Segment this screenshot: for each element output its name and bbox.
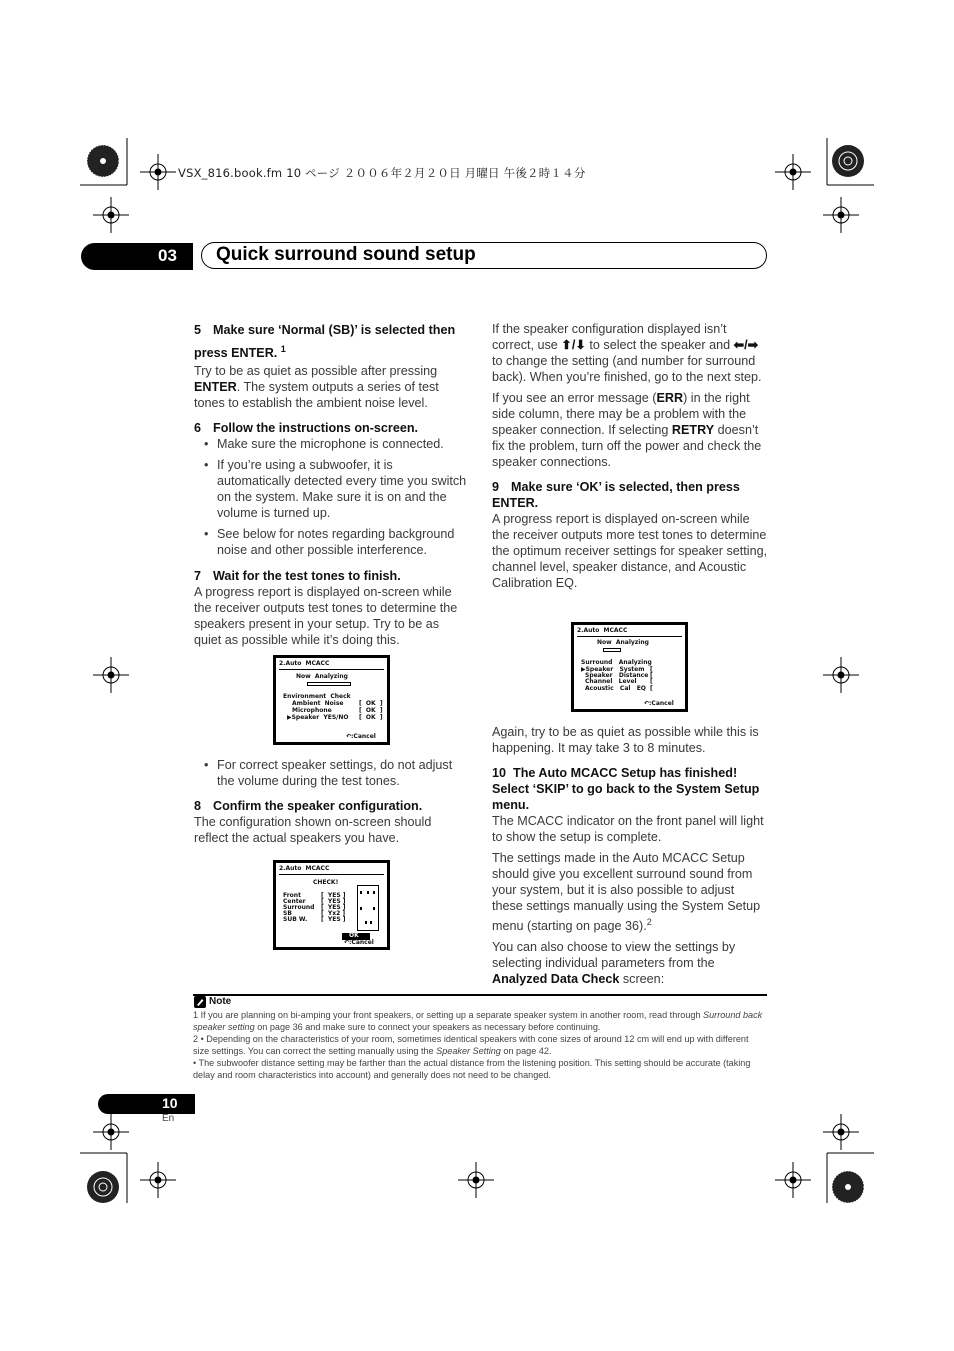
osd-row-label: SUB W.: [283, 916, 308, 923]
page-language: En: [162, 1113, 175, 1124]
page-number-badge: [98, 1094, 195, 1114]
right-column-lower: [492, 724, 768, 987]
osd-row-value: [ Yx2 ]: [321, 910, 346, 917]
step-8-heading: 8 Confirm the speaker configuration.: [194, 799, 423, 813]
osd-row-label: Acoustic Cal EQ: [585, 685, 646, 692]
osd-progress-bar: [307, 682, 351, 686]
step-9-heading: 9 Make sure ‘OK’ is selected, then press ENTER.: [492, 480, 740, 510]
osd-row-value: [ YES ]: [321, 898, 346, 905]
osd-progress-bar: [603, 648, 621, 652]
osd-screen-speaker-check: [273, 860, 390, 950]
pencil-icon: [194, 996, 206, 1008]
osd-title: 2.Auto MCACC: [577, 627, 628, 634]
osd-status: Now Analyzing: [597, 639, 649, 646]
osd-row-value: [ YES ]: [321, 916, 346, 923]
footnote-2-subnote: • The subwoofer distance setting may be farther than the actual distance from the listening position. This setting should be accurate (taking delay and room characteristics into account) and generally does not need to be changed.: [193, 1058, 751, 1080]
step-6-heading: 6 Follow the instructions on-screen.: [194, 421, 419, 436]
step-8-body: The configuration shown on-screen should reflect the actual speakers you have.: [194, 815, 432, 845]
print-file-header: VSX_816.book.fm 10 ページ ２００６年２月２０日 月曜日 午後２時１４分: [178, 166, 586, 180]
osd-row-value: [ YES ]: [321, 892, 346, 899]
step-6-bullet: • Make sure the microphone is connected.: [194, 436, 468, 452]
osd-row-label: Microphone: [292, 707, 332, 714]
note-label: Note: [209, 996, 232, 1007]
osd-status: CHECK!: [313, 879, 339, 886]
chapter-number: 03: [158, 246, 177, 265]
paragraph: If you see an error message (ERR) in the right side column, there may be a problem with the speaker connection. If selecting RETRY doesn’t fix the problem, turn off the power and check the speaker connections.: [492, 391, 762, 469]
osd-cancel: ↶:Cancel: [644, 700, 674, 707]
osd-row-value: [ YES ]: [321, 904, 346, 911]
osd-row-label: Channel Level: [585, 678, 637, 685]
osd-status: Now Analyzing: [296, 673, 348, 680]
osd-row-label: ▶Speaker YES/NO: [287, 714, 349, 721]
step-6-bullet: • See below for notes regarding background noise and other possible interference.: [194, 526, 468, 558]
page-number: 10: [162, 1095, 178, 1111]
step-7-body: A progress report is displayed on-screen while the receiver outputs test tones to determine the speakers present in your setup. Try to be as quiet as possible while it’s doing this.: [194, 585, 458, 648]
osd-row-value: [ OK ]: [359, 714, 383, 721]
osd-row-value: [ OK ]: [359, 707, 383, 714]
osd-title: 2.Auto MCACC: [279, 865, 330, 872]
osd-screen-surround-analyzing: [571, 622, 688, 712]
footnote-2: 2 • Depending on the characteristics of your room, sometimes identical speakers with cone sizes of around 12 cm will end up with different size settings. You can correct the setting manually using the Speaker Setting on page 42.: [193, 1034, 749, 1056]
osd-ok-button[interactable]: OK: [342, 933, 370, 940]
paragraph: Again, try to be as quiet as possible while this is happening. It may take 3 to 8 minutes.: [492, 725, 759, 755]
note-divider: [193, 994, 767, 996]
step-10-body: The MCACC indicator on the front panel will light to show the setup is complete.: [492, 814, 764, 844]
step-9-body: A progress report is displayed on-screen while the receiver outputs more test tones to determine the optimum receiver settings for speaker setting, channel level, speaker distance, and Acoustic Calibration EQ.: [492, 512, 768, 590]
left-column: [194, 321, 468, 648]
osd-screen-environment-check: [273, 655, 390, 745]
osd-row-value: [: [650, 685, 653, 692]
osd-row-label: Center: [283, 898, 306, 905]
osd-row-value: [: [650, 672, 653, 679]
osd-row-label: Surround: [283, 904, 315, 911]
step-7-bullet: • For correct speaker settings, do not adjust the volume during the test tones.: [194, 757, 468, 789]
osd-row-value: [ OK ]: [359, 700, 383, 707]
osd-section: Environment Check: [283, 693, 351, 700]
step-7-heading: 7 Wait for the test tones to finish.: [194, 569, 401, 584]
paragraph: You can also choose to view the settings by selecting individual parameters from the Analyzed Data Check screen:: [492, 940, 736, 987]
footnote-1: 1 If you are planning on bi-amping your front speakers, or setting up a separate speaker system in another room, read through Surround back speaker setting on page 36 and make sure to connect your speakers as necessary before continuing.: [193, 1010, 763, 1032]
osd-cancel: ↶:Cancel: [346, 733, 376, 740]
step-10-heading: 10 The Auto MCACC Setup has finished! Select ‘SKIP’ to go back to the System Setup menu.: [492, 766, 760, 812]
step-5-heading: 5 Make sure ‘Normal (SB)’ is selected then press ENTER. $^1$: [194, 323, 456, 361]
osd-row-label: SB: [283, 910, 292, 917]
osd-row-value: [: [650, 666, 653, 673]
speaker-layout-diagram: [357, 885, 379, 931]
paragraph: If the speaker configuration displayed isn’t correct, use ⬆/⬇ to select the speaker and ⬅/➡ to change the setting (and number for surround back). When you’re finished, go to the next step.: [492, 322, 762, 384]
step-5-body: Try to be as quiet as possible after pressing ENTER. The system outputs a series of test tones to establish the ambient noise level.: [194, 364, 439, 411]
paragraph: The settings made in the Auto MCACC Setup should give you excellent surround sound from your system, but it is also possible to adjust these settings manually using the System Setup menu (starting on page 36).$^2$: [492, 851, 761, 934]
osd-row-label: Speaker Distance: [585, 672, 649, 679]
osd-cancel: ↶:Cancel: [344, 939, 374, 946]
osd-row-label: ▶Speaker System: [581, 666, 645, 673]
osd-row-label: Front: [283, 892, 301, 899]
osd-row-label: Surround Analyzing: [581, 659, 652, 666]
chapter-title: Quick surround sound setup: [216, 244, 476, 265]
step-6-bullet: • If you’re using a subwoofer, it is automatically detected every time you switch on the system. Make sure it is on and the volume is turned up.: [194, 457, 468, 521]
up-down-arrow-icon: ⬆/⬇: [561, 338, 586, 352]
osd-title: 2.Auto MCACC: [279, 660, 330, 667]
osd-row-value: [: [650, 678, 653, 685]
left-right-arrow-icon: ⬅/➡: [733, 338, 759, 352]
right-column: [492, 321, 768, 591]
left-column-lower: [194, 757, 468, 846]
osd-row-label: Ambient Noise: [292, 700, 344, 707]
